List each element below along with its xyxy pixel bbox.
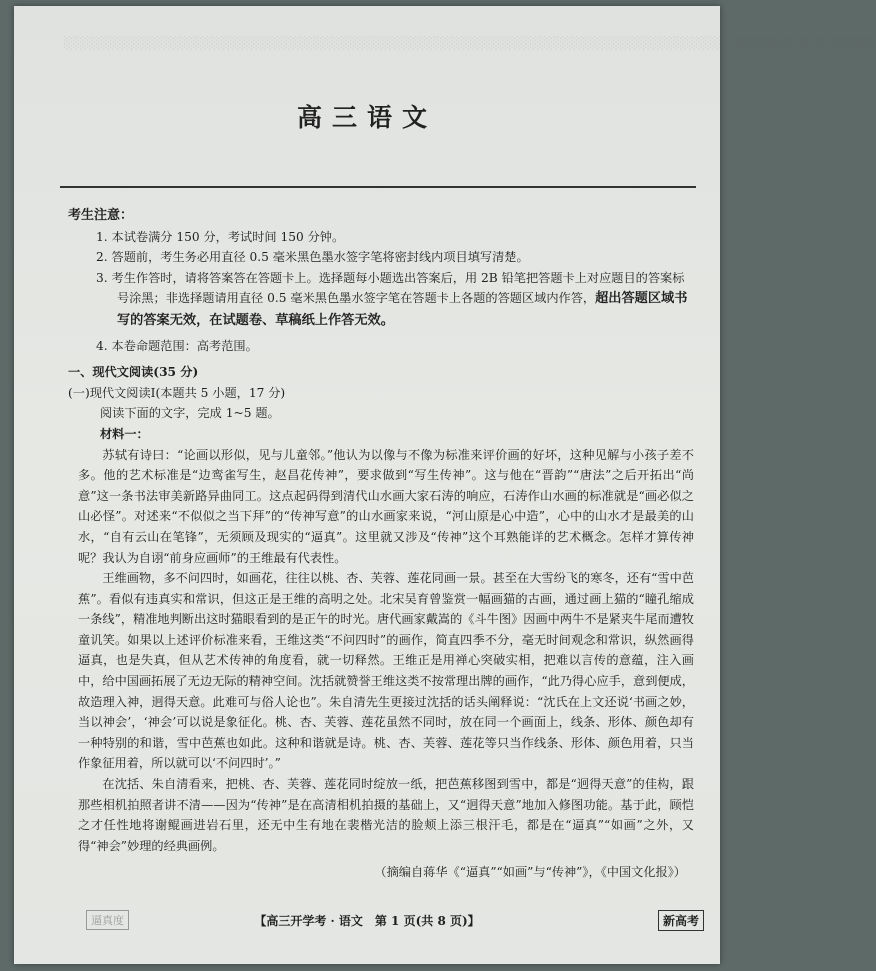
bleed-through-text: ░░░░░░░░░░░░░░░░░░░░░░░░░░░░░░░░░░░░░░░░░░░░░░░░░░░░░░░░░░░░░░░░░░░░░░░░░░░░░░░░░░░░░░░░ bbox=[64, 36, 876, 50]
instruction-text: 阅读下面的文字，完成 1~5 题。 bbox=[100, 406, 280, 421]
notice-item-3-text: 3. 考生作答时，请将答案答在答题卡上。选择题每小题选出答案后，用 2B 铅笔把答题卡上对应题目的答案标号涂黑；非选择题请用直径 0.5 毫米黑色墨水签字笔在答题卡上各题的答题区域内作答， bbox=[96, 270, 685, 306]
paragraph-2: 王维画物，多不问四时，如画花，往往以桃、杏、芙蓉、莲花同画一景。甚至在大雪纷飞的寒冬，还有“雪中芭蕉”。看似有违真实和常识，但这正是王维的高明之处。北宋吴育曾鉴赏一幅画猫的古画，通过画上猫的“瞳孔缩成一条线”，精准地判断出这时猫眼看到的是正午的时光。唐代画家戴嵩的《斗牛图》因画中两牛不是紧夹牛尾而遭牧童讥笑。如果以上述评价标准来看，王维这类“不问四时”的画作，简直四季不分，毫无时间观念和常识，纵然画得逼真，也是失真，但从艺术传神的角度看，就一切释然。王维正是用禅心突破实相，把难以言传的意蕴，注入画中，给中国画拓展了无边无际的精神空间。沈括就赞誉王维这类不按常理出牌的画作，“此乃得心应手，意到便成，故造理入神，迥得天意。此难可与俗人论也”。朱自清先生更接过沈括的话头阐释说：“沈氏在上文还说‘书画之妙，当以神会’，‘神会’可以说是象征化。桃、杏、芙蓉、莲花虽然不同时，放在同一个画面上，线条、形体、颜色却有一种特别的和谐，雪中芭蕉也如此。这种和谐就是诗。桃、杏、芙蓉、莲花等只当作线条、形体、颜色用着，只当作象征用着，所以就可以‘不问四时’。” bbox=[78, 571, 694, 771]
exam-type-badge: 新高考 bbox=[658, 910, 704, 931]
notice-emphasis: 超出答题区域书写的答案无效，在试题卷、草稿纸上作答无效。 bbox=[117, 291, 688, 328]
header-rule bbox=[60, 186, 696, 188]
page-footer bbox=[14, 912, 720, 932]
subsection-heading: (一)现代文阅读Ⅰ(本题共 5 小题，17 分) bbox=[68, 385, 286, 400]
notice-item-2: 2. 答题前，考生务必用直径 0.5 毫米黑色墨水签字笔将密封线内项目填写清楚。 bbox=[96, 250, 529, 265]
paragraph-3: 在沈括、朱自清看来，把桃、杏、芙蓉、莲花同时绽放一纸，把芭蕉移图到雪中，都是“迥得天意”的佳构，跟那些相机拍照者讲不清——因为“传神”是在高清相机拍摄的基础上，又“迥得天意”地加入修图功能。基于此，顾恺之才任性地将谢鲲画进岩石里，还无中生有地在裴楷光洁的脸颊上添三根汗毛，都是在“逼真”“如画”之外，又得“神会”妙理的经典画例。 bbox=[78, 777, 694, 853]
notice-item-4: 4. 本卷命题范围：高考范围。 bbox=[96, 338, 258, 353]
footer-page-info: 【高三开学考 · 语文 第 1 页(共 8 页)】 bbox=[254, 914, 480, 928]
paragraph-1: 苏轼有诗曰：“论画以形似，见与儿童邻。”他认为以像与不像为标准来评价画的好坏，这种见解与小孩子差不多。他的艺术标准是“边鸾雀写生，赵昌花传神”，要求做到“写生传神”。这与他在“晋韵”“唐法”之后开拓出“尚意”这一条书法审美新路异曲同工。这点起码得到清代山水画大家石涛的响应，石涛作山水画的标准就是“画必似之山必怪”。对述来“不似似之当下拜”的“传神写意”的山水画家来说，“河山原是心中造”，心中的山水才是最美的山水，“自有云山在笔锋”，无须顾及现实的“逼真”。这里就又涉及“传神”这个耳熟能详的艺术概念。怎样才算传神呢？我认为自诩“前身应画师”的王维最有代表性。 bbox=[78, 447, 694, 565]
source-citation: （摘编自蒋华《“逼真”“如画”与“传神”》，《中国文化报》） bbox=[374, 865, 686, 880]
material-label: 材料一： bbox=[100, 426, 149, 441]
exam-page bbox=[14, 6, 876, 964]
notice-heading: 考生注意： bbox=[68, 208, 134, 223]
content-area bbox=[68, 206, 694, 883]
page-title: 高三语文 bbox=[296, 103, 437, 132]
notice-item-1: 1. 本试卷满分 150 分，考试时间 150 分钟。 bbox=[96, 229, 345, 244]
section-heading: 一、现代文阅读(35 分) bbox=[68, 365, 199, 380]
faded-stamp: 逼真度 bbox=[86, 910, 129, 930]
notice-item-3 bbox=[96, 268, 694, 332]
